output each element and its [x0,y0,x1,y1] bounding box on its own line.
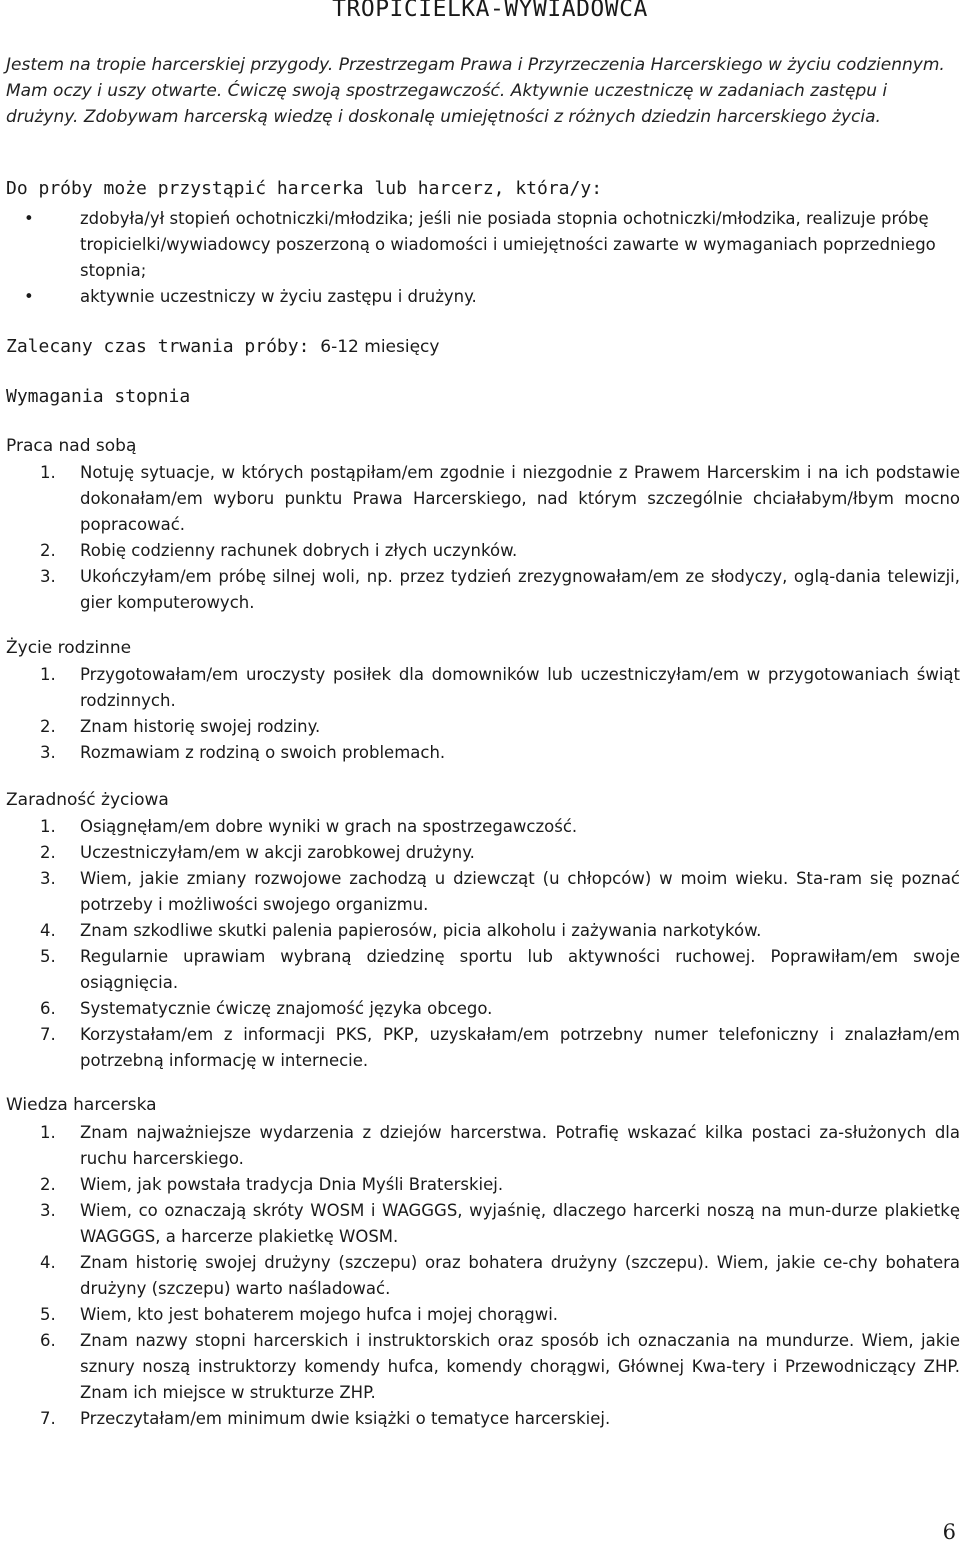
section-title: Wiedza harcerska [6,1095,157,1115]
list-item: 6. Systematycznie ćwiczę znajomość języka obcego. [40,999,493,1018]
list-item: 1. Osiągnęłam/em dobre wyniki w grach na spostrzegawczość. [40,817,578,836]
bullet-icon: • [24,287,34,306]
list-item: 2. Wiem, jak powstała tradycja Dnia Myśli Braterskiej. [40,1175,504,1194]
section-title: Życie rodzinne [6,638,132,658]
duration-label: Zalecany czas trwania próby: [6,336,310,357]
eligibility-heading: Do próby może przystąpić harcerka lub harcerz, która/y: [6,178,603,199]
duration-value: 6-12 miesięcy [320,337,440,357]
list-item: 3. Wiem, co oznaczają skróty WOSM i WAGGGS, wyjaśnię, dlaczego harcerki noszą na mun-durze plakietkę WAGGGS, a harcerze plakietkę WOSM. [40,1201,960,1246]
list-item: 2. Robię codzienny rachunek dobrych i złych uczynków. [40,541,518,560]
requirements-heading: Wymagania stopnia [6,386,191,407]
list-item: 7. Przeczytałam/em minimum dwie książki o tematyce harcerskiej. [40,1409,611,1428]
list-item: 3. Wiem, jakie zmiany rozwojowe zachodzą u dziewcząt (u chłopców) w moim wieku. Sta-ram się poznać potrzeby i możliwości swojego organizmu. [40,869,960,914]
list-item: 4. Znam historię swojej drużyny (szczepu) oraz bohatera drużyny (szczepu). Wiem, jakie ce-chy bohatera drużyny (szczepu) warto naśladować. [40,1253,960,1298]
list-item: 1. Notuję sytuacje, w których postąpiłam/em zgodnie i niezgodnie z Prawem Harcerskim i na ich podstawie dokonałam/em wyboru punktu Prawa Harcerskiego, nad którym szczególnie chciałabym/łbym mocno popracować. [40,463,960,534]
list-item: 5. Wiem, kto jest bohaterem mojego hufca i mojej chorągwi. [40,1305,559,1324]
list-item: 2. Uczestniczyłam/em w akcji zarobkowej drużyny. [40,843,475,862]
bullet-icon: • [24,209,34,228]
eligibility-item [24,206,960,284]
list-item: 2. Znam historię swojej rodziny. [40,717,321,736]
eligibility-item [24,284,960,310]
intro-paragraph: Jestem na tropie harcerskiej przygody. Przestrzegam Prawa i Przyrzeczenia Harcerskiego w życiu codziennym. Mam oczy i uszy otwarte. Ćwiczę swoją spostrzegawczość. Aktywnie uczestniczę w zadaniach zastępu i drużyny. Zdobywam harcerską wiedzę i doskonalę umiejętności z różnych dziedzin harcerskiego życia. [6,55,945,127]
section-title: Praca nad sobą [6,436,137,456]
page-number: 6 [942,1520,956,1544]
requirements-list [6,662,960,766]
list-item: 1. Przygotowałam/em uroczysty posiłek dla domowników lub uczestniczyłam/em w przygotowaniach świąt rodzinnych. [40,665,960,710]
list-item: 3. Rozmawiam z rodziną o swoich problemach. [40,743,446,762]
list-item: 5. Regularnie uprawiam wybraną dziedzinę sportu lub aktywności ruchowej. Poprawiłam/em swoje osiągnięcia. [40,947,960,992]
list-item: 4. Znam szkodliwe skutki palenia papierosów, picia alkoholu i zażywania narkotyków. [40,921,762,940]
requirements-list [6,460,960,616]
duration-line [6,336,439,357]
list-item: 7. Korzystałam/em z informacji PKS, PKP, uzyskałam/em potrzebny numer telefoniczny i znalazłam/em potrzebną informację w internecie. [40,1025,960,1070]
eligibility-item-text: aktywnie uczestniczy w życiu zastępu i drużyny. [80,287,477,306]
list-item: 3. Ukończyłam/em próbę silnej woli, np. przez tydzień zrezygnowałam/em ze słodyczy, oglą-dania telewizji, gier komputerowych. [40,567,960,612]
page-title: TROPICIELKA-WYWIADOWCA [332,0,648,22]
list-item: 1. Znam najważniejsze wydarzenia z dziejów harcerstwa. Potrafię wskazać kilka postaci za-służonych dla ruchu harcerskiego. [40,1123,960,1168]
requirements-list [6,1120,960,1432]
eligibility-item-text: zdobyła/ył stopień ochotniczki/młodzika; jeśli nie posiada stopnia ochotniczki/młodzika, realizuje próbę tropicielki/wywiadowcy poszerzoną o wiadomości i umiejętności zawarte w wymaganiach poprzedniego stopnia; [80,209,936,280]
section-title: Zaradność życiowa [6,790,169,810]
requirements-list [6,814,960,1074]
list-item: 6. Znam nazwy stopni harcerskich i instruktorskich oraz sposób ich oznaczania na mundurze. Wiem, jakie sznury noszą instruktorzy komendy hufca, komendy chorągwi, Głównej Kwa-tery i Przewodniczący ZHP. Znam ich miejsce w strukturze ZHP. [40,1331,960,1402]
